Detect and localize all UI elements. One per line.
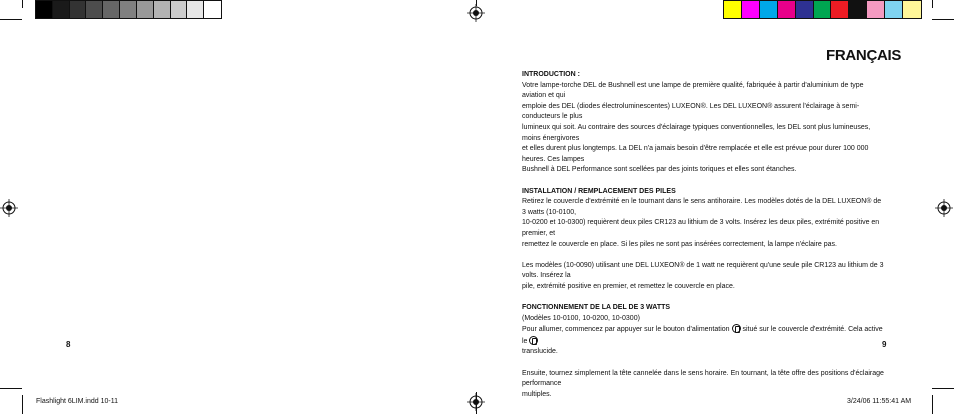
color-swatch [53,1,70,18]
text-line: Bushnell à DEL Performance sont scellées par des joints toriques et elles sont étanches. [522,166,797,174]
crop-mark [0,19,22,20]
crop-mark [932,0,933,8]
crop-mark [22,0,23,8]
crop-mark [0,388,22,389]
heading-operation: FONCTIONNEMENT DE LA DEL DE 3 WATTS [522,304,671,312]
text-fragment: situé sur le couvercle d'extrémité. Cela active le [522,326,883,345]
crop-mark [22,395,23,414]
text-line: et elles durent plus longtemps. La DEL n'a jamais besoin d'être remplacée et elle est prévue pour durer 100 000 heures. Ces lampes [522,145,869,163]
registration-target-icon [935,199,953,217]
color-swatch [154,1,171,18]
crop-mark [932,19,954,20]
page-number-right: 9 [882,340,887,349]
color-swatch [796,1,814,18]
text-line [522,324,887,349]
text-line: multiples. [522,390,552,398]
color-swatch [103,1,120,18]
color-swatch [187,1,204,18]
color-bar [723,0,922,19]
crop-mark [932,388,954,389]
heading-introduction: INTRODUCTION : [522,71,580,78]
color-swatch [70,1,87,18]
power-button-icon [732,324,741,333]
text-line: 10-0200 et 10-0300) requièrent deux piles CR123 au lithium de 3 volts. Insérez les deux piles, extrémité positive en premier, et [522,219,880,237]
text-line: emploie des DEL (diodes électroluminescentes) LUXEON®. Les DEL LUXEON® assurent l'éclairage à semi-conducteurs le plus [522,102,860,121]
color-swatch [120,1,137,18]
text-line: Les modèles (10-0090) utilisant une DEL LUXEON® de 1 watt ne requièrent qu'une seule pile CR123 au lithium de 3 volts. Insérez la [522,261,884,280]
registration-target-icon [467,4,485,22]
color-swatch [724,1,742,18]
slug-filename: Flashlight 6LIM.indd 10-11 [36,398,118,405]
color-swatch [831,1,849,18]
registration-target-icon [467,393,485,411]
color-swatch [814,1,832,18]
power-button-icon [529,336,538,345]
text-fragment: Pour allumer, commencez par appuyer sur le bouton d'alimentation [522,326,730,334]
grayscale-bar [35,0,222,19]
color-swatch [204,1,221,18]
registration-target-icon [0,199,18,217]
color-swatch [885,1,903,18]
text-line: Ensuite, tournez simplement la tête cannelée dans le sens horaire. En tournant, la tête offre des positions d'éclairage performance [522,369,884,388]
text-line: Retirez le couvercle d'extrémité en le tournant dans le sens antihoraire. Les modèles dotés de la DEL LUXEON® de 3 watts (10-0100, [522,198,882,216]
document-body [522,70,887,400]
color-swatch [742,1,760,18]
crop-mark [932,395,933,414]
color-swatch [903,1,921,18]
color-swatch [760,1,778,18]
text-line: pile, extrémité positive en premier, et remettez le couvercle en place. [522,282,735,290]
color-swatch [867,1,885,18]
text-line: translucide. [522,348,558,356]
color-swatch [171,1,188,18]
color-swatch [86,1,103,18]
page-number-left: 8 [66,340,71,349]
text-line: Votre lampe-torche DEL de Bushnell est une lampe de première qualité, fabriquée à partir d'aluminium de type aviation et qui [522,81,864,100]
models-line: (Modèles 10-0100, 10-0200, 10-0300) [522,314,640,322]
color-swatch [849,1,867,18]
section-title: FRANÇAIS [826,47,902,64]
color-swatch [36,1,53,18]
text-line: lumineux qui soit. Au contraire des sources d'éclairage typiques conventionnelles, les DEL sont plus lumineuses, moins énergivores [522,123,871,142]
slug-timestamp: 3/24/06 11:55:41 AM [847,398,912,405]
color-swatch [778,1,796,18]
color-swatch [137,1,154,18]
heading-installation: INSTALLATION / REMPLACEMENT DES PILES [522,187,676,195]
text-line: remettez le couvercle en place. Si les piles ne sont pas insérées correctement, la lampe n'éclaire pas. [522,240,837,248]
